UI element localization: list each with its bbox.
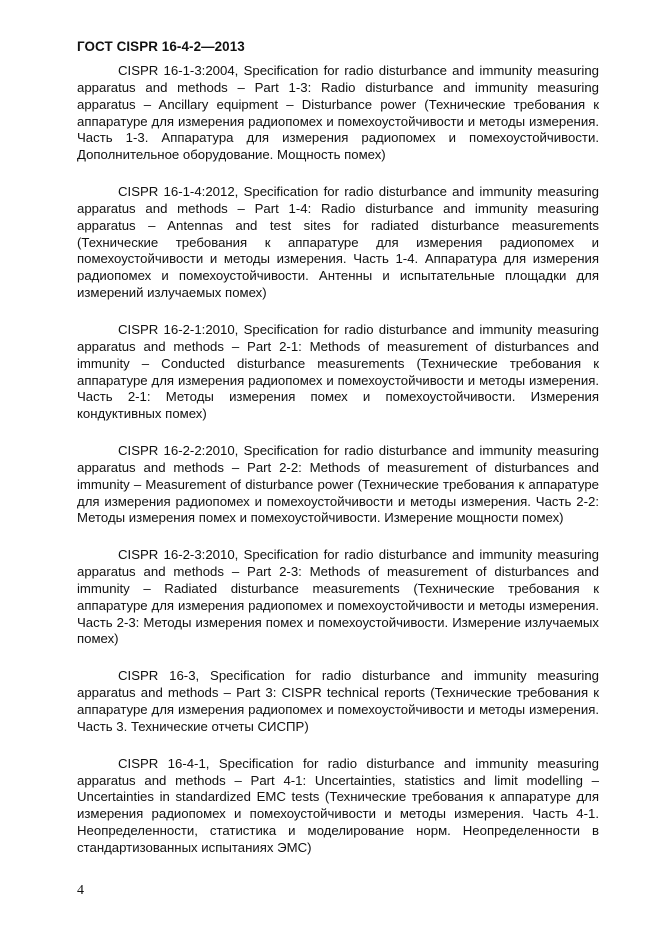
reference-paragraph: CISPR 16-4-1, Specification for radio disturbance and immunity measuring apparatus and methods – Part 4-1: Uncertainties, statistics and limit modelling – Uncertainties in standardized EMC tests (Технические требования к аппаратуре для измерения радиопомех и помехоустойчивости и методы измерения. Часть 4-1. Неопределенности, статистика и моделирование норм. Неопределенности в стандартизованных испытаниях ЭМС): [77, 755, 599, 855]
page-number: 4: [77, 883, 84, 898]
document-code-header: ГОСТ CISPR 16-4-2—2013: [77, 39, 245, 54]
reference-paragraph: CISPR 16-2-1:2010, Specification for radio disturbance and immunity measuring apparatus and methods – Part 2-1: Methods of measurement of disturbances and immunity – Conducted disturbance measurements (Технические требования к аппаратуре для измерения радиопомех и помехоустойчивости и методы измерения. Часть 2-1: Методы измерения помех и помехоустойчивости. Измерения кондуктивных помех): [77, 321, 599, 422]
reference-paragraph: CISPR 16-3, Specification for radio disturbance and immunity measuring apparatus and methods – Part 3: CISPR technical reports (Технические требования к аппаратуре для измерения радиопомех и помехоустойчивости и методы измерения. Часть 3. Технические отчеты СИСПР): [77, 668, 599, 734]
reference-paragraph: CISPR 16-2-2:2010, Specification for radio disturbance and immunity measuring apparatus and methods – Part 2-2: Methods of measurement of disturbances and immunity – Measurement of disturbance power (Технические требования к аппаратуре для измерения радиопомех и помехоустойчивости и методы измерения. Часть 2-2: Методы измерения помех и помехоустойчивости. Измерение мощности помех): [77, 443, 599, 526]
reference-paragraph: CISPR 16-2-3:2010, Specification for radio disturbance and immunity measuring apparatus and methods – Part 2-3: Methods of measurement of disturbances and immunity – Radiated disturbance measurements (Технические требования к аппаратуре для измерения радиопомех и помехоустойчивости и методы измерения. Часть 2-3: Методы измерения помех и помехоустойчивости. Измерение излучаемых помех): [77, 547, 599, 647]
reference-paragraph: CISPR 16-1-3:2004, Specification for radio disturbance and immunity measuring apparatus and methods – Part 1-3: Radio disturbance and immunity measuring apparatus – Ancillary equipment – Disturbance power (Технические требования к аппаратуре для измерения радиопомех и помехоустойчивости и методы измерения. Часть 1-3. Аппаратура для измерения радиопомех и помехоустойчивости. Дополнительное оборудование. Мощность помех): [77, 63, 599, 163]
reference-paragraph: CISPR 16-1-4:2012, Specification for radio disturbance and immunity measuring apparatus and methods – Part 1-4: Radio disturbance and immunity measuring apparatus – Antennas and test sites for radiated disturbance measurements (Технические требования к аппаратуре для измерения радиопомех и помехоустойчивости и методы измерения. Часть 1-4. Аппаратура для измерения радиопомех и помехоустойчивости. Антенны и испытательные площадки для измерений излучаемых помех): [77, 184, 599, 301]
normative-references-list: [77, 63, 599, 877]
